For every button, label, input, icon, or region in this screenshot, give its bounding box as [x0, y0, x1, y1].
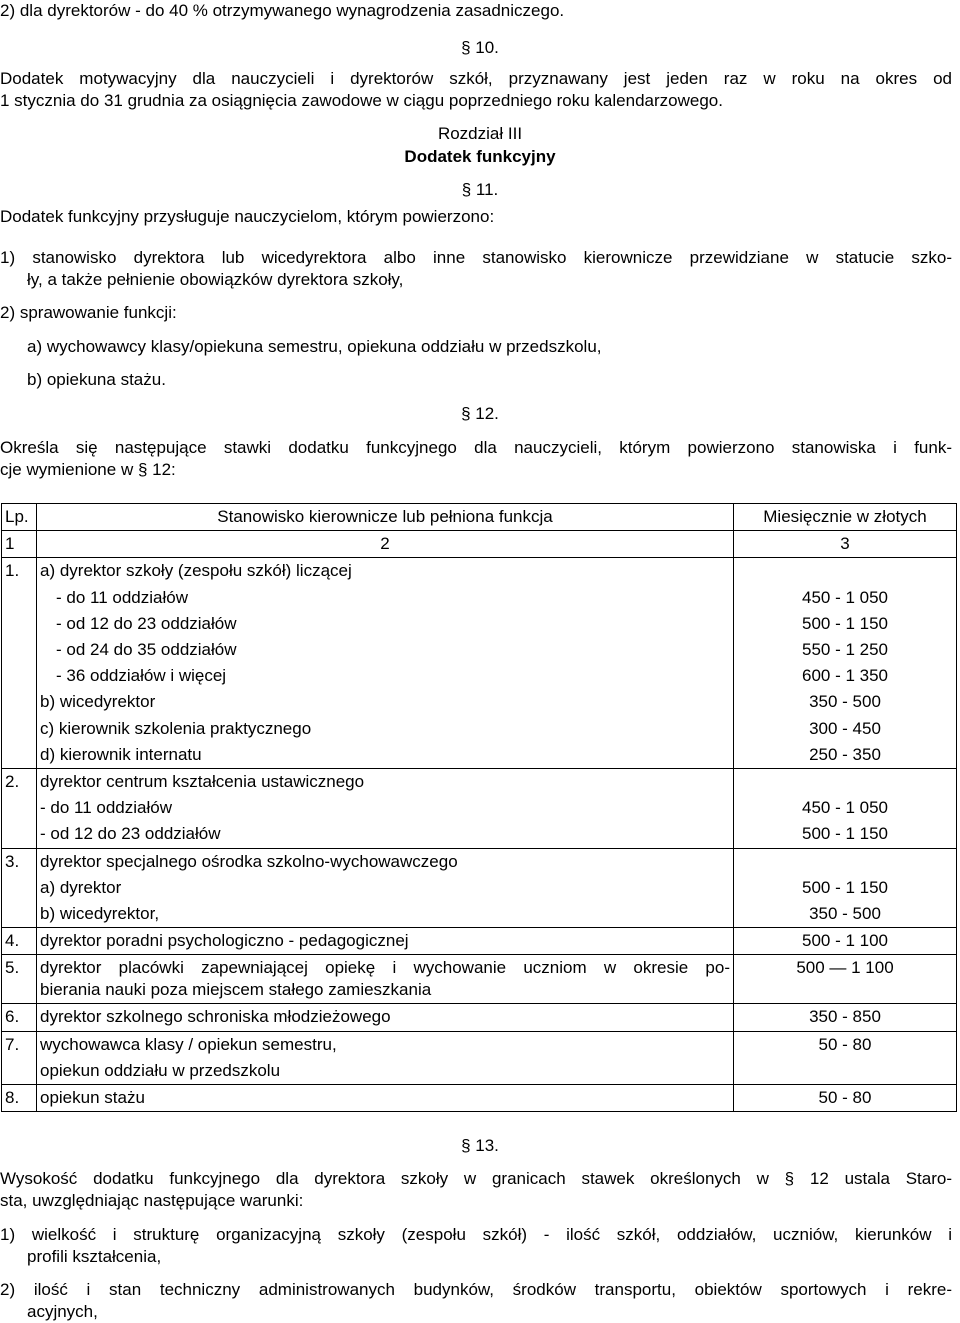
section-13-point-1-line-2: profili kształcenia,	[27, 1247, 162, 1266]
row-amount: 500 — 1 100	[734, 955, 957, 1004]
row-lp: 1.	[2, 558, 37, 769]
column-number-3: 3	[734, 531, 957, 558]
amount-line: 500 - 1 150	[801, 613, 888, 633]
chapter-title: Dodatek funkcyjny	[404, 147, 556, 166]
row-line: bierania nauki poza miejscem stałego zamieszkania	[40, 980, 432, 1000]
section-13-heading: § 13.	[461, 1136, 499, 1155]
row-amount: 50 - 80	[734, 1085, 957, 1112]
row-line: dyrektor placówki zapewniającej opiekę i wychowanie uczniom w okresie po-	[40, 958, 730, 978]
table-row	[2, 955, 957, 1004]
row-amount	[734, 769, 957, 849]
table-header-row	[2, 504, 957, 531]
section-11-point-1-line-1: 1) stanowisko dyrektora lub wicedyrektora albo inne stanowisko kierownicze przewidziane w statucie szko-	[0, 248, 952, 267]
row-description: dyrektor poradni psychologiczno - pedagogicznej	[37, 928, 734, 955]
header-monthly-amount: Miesięcznie w złotych	[734, 504, 957, 531]
column-number-2: 2	[37, 531, 734, 558]
row-line: d) kierownik internatu	[40, 744, 202, 764]
row-line: - do 11 oddziałów	[56, 587, 188, 607]
amount-line: 300 - 450	[809, 718, 881, 738]
row-line: - od 12 do 23 oddziałów	[40, 824, 221, 844]
row-line: wychowawca klasy / opiekun semestru,	[40, 1034, 337, 1054]
row-description	[37, 769, 734, 849]
table-row	[2, 769, 957, 849]
amount-line: 450 - 1 050	[801, 798, 888, 818]
section-11-point-2: 2) sprawowanie funkcji:	[0, 303, 177, 322]
amount-line: 350 - 500	[809, 692, 881, 712]
row-lp: 4.	[2, 928, 37, 955]
amount-line: 550 - 1 250	[801, 640, 888, 660]
row-line: b) wicedyrektor,	[40, 904, 160, 924]
section-13-point-1-line-1: 1) wielkość i strukturę organizacyjną szkoły (zespołu szkół) - ilość szkół, oddziałów, uczniów, kierunków i	[0, 1225, 952, 1244]
row-line: c) kierownik szkolenia praktycznego	[40, 718, 312, 738]
table-number-row	[2, 531, 957, 558]
section-12-line-1: Określa się następujące stawki dodatku funkcyjnego dla nauczycieli, którym powierzono stanowiska i funk-	[0, 438, 952, 457]
section-12-heading: § 12.	[461, 404, 499, 423]
row-line: a) dyrektor	[40, 877, 122, 897]
row-description: opiekun stażu	[37, 1085, 734, 1112]
section-13-line-1: Wysokość dodatku funkcyjnego dla dyrektora szkoły w granicach stawek określonych w § 12 ustala Staro-	[0, 1169, 952, 1188]
amount-line: 350 - 500	[809, 904, 881, 924]
row-description	[37, 955, 734, 1004]
header-lp: Lp.	[2, 504, 37, 531]
row-lp: 3.	[2, 848, 37, 928]
section-10-line-1: Dodatek motywacyjny dla nauczycieli i dyrektorów szkół, przyznawany jest jeden raz w roku na okres od	[0, 69, 952, 88]
amount-line	[737, 558, 953, 584]
row-description	[37, 848, 734, 928]
amount-line: 450 - 1 050	[801, 587, 888, 607]
amount-line	[737, 849, 953, 875]
section-13-point-2-line-2: acyjnych,	[27, 1302, 98, 1321]
row-line: opiekun oddziału w przedszkolu	[40, 1060, 281, 1080]
amount-line: 600 - 1 350	[801, 666, 888, 686]
row-lp: 6.	[2, 1004, 37, 1031]
section-13-line-2: sta, uwzględniając następujące warunki:	[0, 1191, 304, 1210]
section-11-point-2b: b) opiekuna stażu.	[27, 370, 166, 389]
row-line: - od 24 do 35 oddziałów	[56, 640, 237, 660]
section-10-heading: § 10.	[461, 38, 499, 57]
table-row	[2, 558, 957, 769]
column-number-1: 1	[2, 531, 37, 558]
row-description	[37, 1031, 734, 1084]
table-row	[2, 1085, 957, 1112]
row-amount: 500 - 1 100	[734, 928, 957, 955]
table-row	[2, 928, 957, 955]
section-11-heading: § 11.	[461, 180, 499, 199]
section-10-line-2: 1 stycznia do 31 grudnia za osiągnięcia zawodowe w ciągu poprzedniego roku kalendarzowego.	[0, 91, 723, 110]
table-row	[2, 1031, 957, 1084]
row-line: dyrektor centrum kształcenia ustawicznego	[40, 772, 365, 792]
row-description: dyrektor szkolnego schroniska młodzieżowego	[37, 1004, 734, 1031]
row-lp: 2.	[2, 769, 37, 849]
table-row	[2, 848, 957, 928]
row-line: - do 11 oddziałów	[40, 798, 172, 818]
row-lp: 5.	[2, 955, 37, 1004]
table-row	[2, 1004, 957, 1031]
row-line: dyrektor specjalnego ośrodka szkolno-wychowawczego	[40, 851, 458, 871]
section-11-point-2a: a) wychowawcy klasy/opiekuna semestru, opiekuna oddziału w przedszkolu,	[27, 337, 602, 356]
row-amount	[734, 848, 957, 928]
section-11-point-1-line-2: ły, a także pełnienie obowiązków dyrektora szkoły,	[27, 270, 404, 289]
row-lp: 7.	[2, 1031, 37, 1084]
section-13-point-2-line-1: 2) ilość i stan techniczny administrowanych budynków, środków transportu, obiektów sportowych i rekre-	[0, 1280, 952, 1299]
row-description	[37, 558, 734, 769]
row-line: - od 12 do 23 oddziałów	[56, 613, 237, 633]
row-lp: 8.	[2, 1085, 37, 1112]
row-line: - 36 oddziałów i więcej	[56, 666, 227, 686]
allowance-rates-table	[1, 503, 957, 1112]
row-amount: 50 - 80	[734, 1031, 957, 1084]
row-amount: 350 - 850	[734, 1004, 957, 1031]
amount-line: 500 - 1 150	[801, 877, 888, 897]
section-12-line-2: cje wymienione w § 12:	[0, 460, 176, 479]
row-line: b) wicedyrektor	[40, 692, 156, 712]
row-line: a) dyrektor szkoły (zespołu szkół) liczącej	[40, 561, 352, 581]
amount-line: 250 - 350	[809, 744, 881, 764]
section-11-intro: Dodatek funkcyjny przysługuje nauczycielom, którym powierzono:	[0, 207, 495, 226]
amount-line: 500 - 1 150	[801, 824, 888, 844]
row-amount	[734, 558, 957, 769]
header-position: Stanowisko kierownicze lub pełniona funkcja	[37, 504, 734, 531]
chapter-label: Rozdział III	[437, 124, 523, 143]
top-line: 2) dla dyrektorów - do 40 % otrzymywanego wynagrodzenia zasadniczego.	[0, 1, 565, 20]
amount-line	[737, 769, 953, 795]
